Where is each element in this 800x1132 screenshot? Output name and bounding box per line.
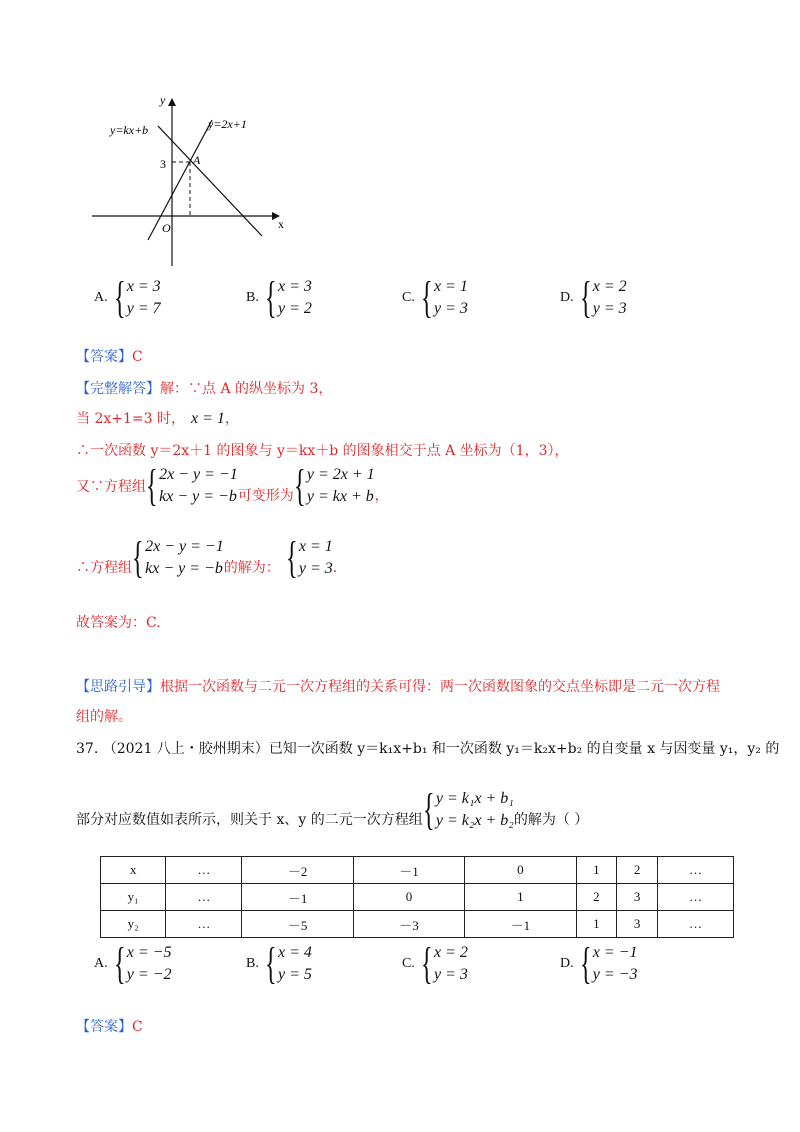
value-table <box>100 856 734 938</box>
table-row: y₂ … －5 －3 －1 1 3 … <box>101 911 734 938</box>
solution-line-2: 当 2x+1=3 时， x = 1， <box>76 410 239 427</box>
solution-line-4: 又∵方程组 { 2x − y = −1 kx − y = −b 可变形为 { y = 2x + 1 y = kx + b ， <box>76 461 389 510</box>
hint-line-1: 【思路引导】根据一次函数与二元一次方程组的关系可得：两一次函数图象的交点坐标即是二元一次方程 <box>76 679 720 695</box>
q36-option-b[interactable]: B. { x = 3 y = 2 <box>246 273 312 322</box>
tick-label-3: 3 <box>160 157 166 171</box>
line2-label: y=2x+1 <box>208 117 247 131</box>
q37-line-2: 部分对应数值如表所示，则关于 x、y 的二元一次方程组 { y = k₁x + b₁ y = k₂x + b₂ 的解为（ ） <box>76 785 589 834</box>
line-kx-plus-b <box>158 126 262 236</box>
solution-line-3: ∴一次函数 y＝2x＋1 的图象与 y＝kx＋b 的图象相交于点 A 坐标为（1，3）， <box>76 443 569 459</box>
line1-label: y=kx+b <box>110 123 149 137</box>
q37-option-c[interactable]: C. { x = 2 y = 3 <box>402 939 468 988</box>
answer-36: 【答案】C <box>76 349 143 365</box>
q37-option-a[interactable]: A. { x = −5 y = −2 <box>94 939 172 988</box>
q36-option-d[interactable]: D. { x = 2 y = 3 <box>560 273 627 322</box>
answer-37: 【答案】C <box>76 1019 143 1035</box>
function-graph <box>80 90 300 275</box>
point-a-label: A <box>193 153 201 167</box>
q36-option-a[interactable]: A. { x = 3 y = 7 <box>94 273 161 322</box>
q37-line-1: 37. （2021 八上・胶州期末）已知一次函数 y＝k₁x+b₁ 和一次函数 y₁＝k₂x+b₂ 的自变量 x 与因变量 y₁，y₂ 的 <box>76 741 780 757</box>
x-axis-label: x <box>278 217 284 231</box>
solution-line-1: 【完整解答】解：∵点 A 的纵坐标为 3， <box>76 381 333 397</box>
y-axis-label: y <box>160 93 166 107</box>
hint-line-2: 组的解。 <box>76 709 132 725</box>
q37-option-b[interactable]: B. { x = 4 y = 5 <box>246 939 312 988</box>
solution-line-6: 故答案为：C. <box>76 615 161 631</box>
table-row: y₁ … －1 0 1 2 3 … <box>101 884 734 911</box>
origin-label: O <box>162 221 171 235</box>
q37-option-d[interactable]: D. { x = −1 y = −3 <box>560 939 638 988</box>
table-row: x … －2 －1 0 1 2 … <box>101 857 734 884</box>
solution-line-5: ∴方程组 { 2x − y = −1 kx − y = −b 的解为： { x = 1 y = 3 ． <box>76 533 347 582</box>
line-2x-plus-1 <box>148 120 212 240</box>
q36-option-c[interactable]: C. { x = 1 y = 3 <box>402 273 468 322</box>
